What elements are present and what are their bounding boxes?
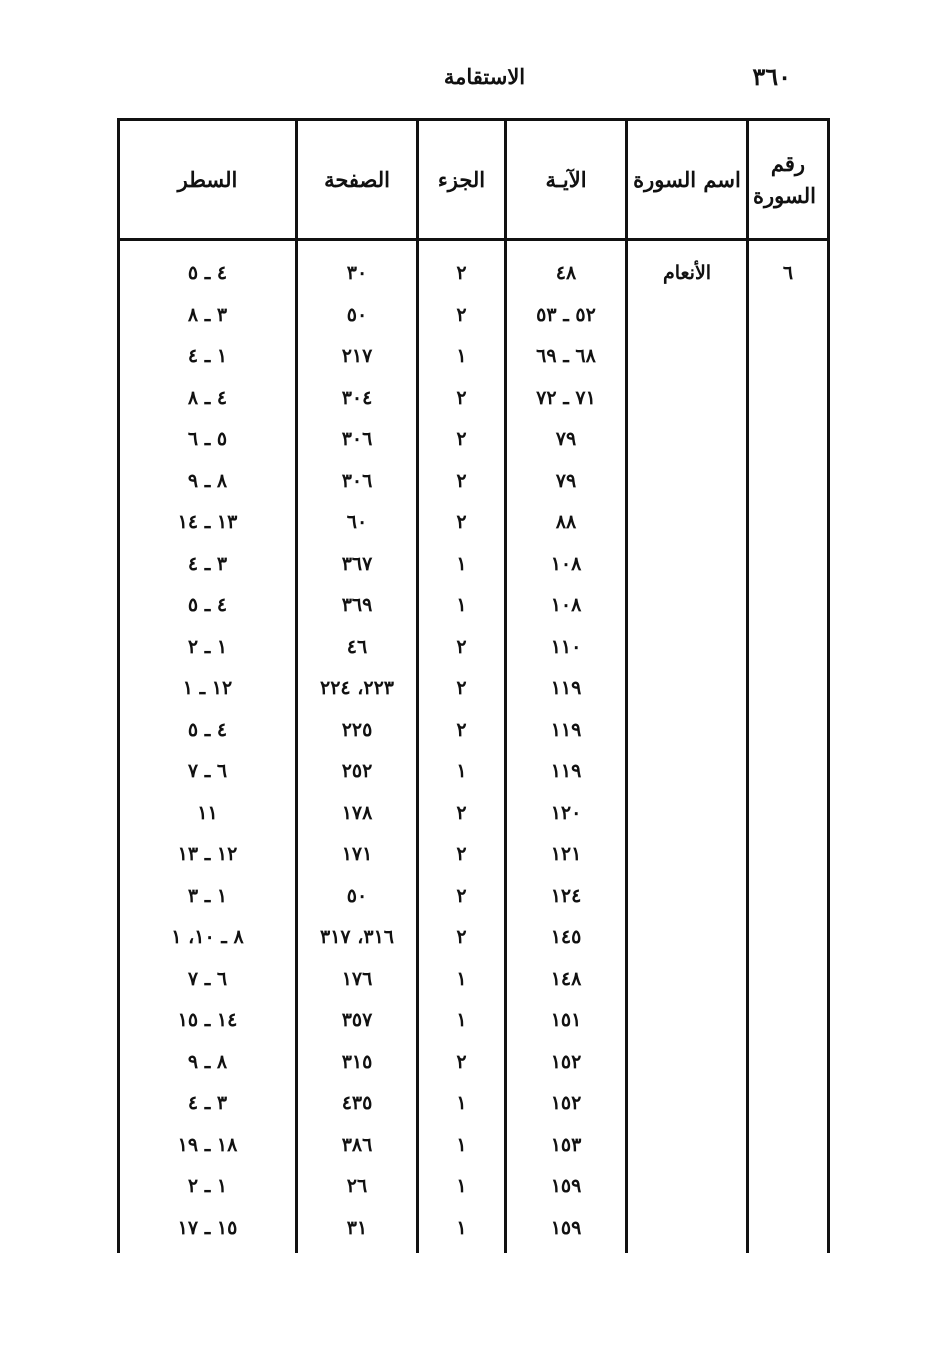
cell-ayah: ١١٩: [550, 677, 582, 699]
table-row: [117, 544, 830, 586]
cell-ayah: ١٥٩: [550, 1175, 582, 1197]
cell-page: ٢٥٢: [341, 760, 373, 782]
cell-surah-number: [749, 295, 827, 337]
cell-surah-name: [628, 585, 746, 627]
cell-page: ٣٦٧: [341, 552, 373, 575]
cell-surah-number: [749, 1042, 827, 1084]
cell-juz: ٢: [456, 1050, 467, 1073]
table-row: [117, 419, 830, 461]
cell-surah-number: [749, 751, 827, 793]
cell-ayah: ١٢٤: [550, 884, 582, 907]
cell-page: ٢١٧: [341, 345, 373, 367]
cell-juz: ٢: [456, 428, 467, 450]
cell-juz: ٢: [456, 677, 467, 699]
cell-ayah: ١٤٥: [550, 926, 582, 948]
cell-surah-name: [628, 710, 746, 752]
cell-ayah: ١٥٢: [550, 1092, 582, 1114]
cell-ayah: ١٠٨: [550, 552, 582, 575]
cell-surah-number: [749, 1000, 827, 1042]
cell-ayah: ١٥٩: [550, 1216, 582, 1239]
cell-surah-number: [749, 1125, 827, 1167]
cell-page: ٣١: [346, 1216, 368, 1239]
cell-juz: ٢: [456, 718, 467, 741]
cell-ayah: ٧٩: [555, 469, 577, 492]
cell-surah-name: [628, 378, 746, 420]
cell-page: ١٧١: [341, 843, 373, 865]
cell-juz: ٢: [456, 511, 467, 533]
header-surah-number: رقم السورة: [753, 151, 816, 208]
table-row: [117, 959, 830, 1001]
cell-page: ٣٦٩: [341, 594, 373, 616]
cell-page: ٥٠: [346, 303, 368, 326]
table-row: [117, 378, 830, 420]
cell-juz: ١: [456, 1009, 467, 1031]
cell-juz: ١: [456, 1216, 467, 1239]
cell-surah-number: [749, 378, 827, 420]
cell-surah-number: [749, 959, 827, 1001]
cell-line: ١٣ ـ ١٤: [177, 511, 238, 533]
cell-surah-number: [749, 876, 827, 918]
cell-ayah: ٤٨: [555, 262, 577, 284]
header-line: السطر: [177, 166, 238, 192]
cell-page: ٣٥٧: [341, 1009, 373, 1031]
cell-surah-name: [628, 751, 746, 793]
cell-surah-name: [628, 419, 746, 461]
cell-surah-number: [749, 627, 827, 669]
cell-ayah: ٦٨ ـ ٦٩: [536, 345, 596, 367]
cell-surah-name: [628, 876, 746, 918]
cell-surah-number: ٦: [782, 262, 794, 284]
cell-page: ٣٨٦: [341, 1133, 373, 1156]
cell-ayah: ١٥٢: [550, 1050, 582, 1073]
cell-juz: ١: [456, 1133, 467, 1156]
cell-page: ٢٢٥: [341, 718, 373, 741]
cell-surah-name: [628, 461, 746, 503]
cell-ayah: ١٢٠: [550, 801, 582, 824]
table-row: [117, 834, 830, 876]
cell-surah-name: [628, 1125, 746, 1167]
cell-surah-name: [628, 1083, 746, 1125]
cell-ayah: ١١٩: [550, 760, 582, 782]
cell-juz: ١: [456, 1092, 467, 1114]
cell-line: ٨ ـ ١٠، ١: [171, 926, 244, 948]
cell-surah-name: [628, 336, 746, 378]
cell-juz: ٢: [456, 635, 467, 658]
cell-ayah: ١٤٨: [550, 967, 582, 990]
cell-line: ١١: [197, 801, 218, 824]
cell-surah-name: [628, 627, 746, 669]
cell-line: ١ ـ ٣: [187, 884, 228, 907]
cell-page: ٣٠٤: [341, 386, 373, 409]
cell-line: ٨ ـ ٩: [187, 1050, 228, 1073]
table-body: [117, 253, 830, 1249]
cell-ayah: ١٠٨: [550, 594, 582, 616]
cell-line: ٣ ـ ٨: [187, 303, 228, 326]
cell-ayah: ٥٢ ـ ٥٣: [536, 303, 596, 326]
cell-surah-number: [749, 544, 827, 586]
table-row: [117, 876, 830, 918]
table-row: [117, 461, 830, 503]
cell-surah-name: [628, 793, 746, 835]
page-number: ٣٦٠: [752, 62, 791, 91]
cell-ayah: ٧٩: [555, 428, 577, 450]
cell-surah-name: [628, 502, 746, 544]
table-row: [117, 668, 830, 710]
cell-line: ٤ ـ ٥: [187, 594, 228, 616]
cell-page: ٢٢٣، ٢٢٤: [320, 677, 394, 699]
cell-ayah: ١٢١: [550, 843, 582, 865]
table-row: [117, 336, 830, 378]
table-row: [117, 1166, 830, 1208]
cell-surah-name: [628, 668, 746, 710]
cell-page: ٣٠٦: [341, 428, 373, 450]
cell-surah-number: [749, 710, 827, 752]
cell-page: ١٧٦: [341, 967, 373, 990]
cell-line: ٤ ـ ٥: [187, 718, 228, 741]
cell-line: ٤ ـ ٨: [187, 386, 228, 409]
cell-surah-name: [628, 959, 746, 1001]
cell-surah-name: الأنعام: [662, 262, 712, 284]
cell-line: ٦ ـ ٧: [187, 967, 228, 990]
page-header: [0, 62, 939, 96]
cell-juz: ٢: [456, 262, 467, 284]
cell-line: ٣ ـ ٤: [187, 552, 228, 575]
cell-surah-name: [628, 295, 746, 337]
header-juz: الجزء: [437, 166, 486, 192]
cell-surah-number: [749, 1166, 827, 1208]
cell-juz: ٢: [456, 926, 467, 948]
cell-surah-number: [749, 419, 827, 461]
cell-page: ١٧٨: [341, 801, 373, 824]
table-row: [117, 793, 830, 835]
table-row: [117, 295, 830, 337]
cell-juz: ٢: [456, 884, 467, 907]
header-surah-name: اسم السورة: [633, 166, 741, 192]
cell-surah-name: [628, 1166, 746, 1208]
cell-surah-number: [749, 793, 827, 835]
cell-ayah: ٨٨: [555, 511, 577, 533]
cell-surah-name: [628, 1042, 746, 1084]
cell-juz: ٢: [456, 843, 467, 865]
table-row: [117, 1042, 830, 1084]
cell-juz: ٢: [456, 386, 467, 409]
cell-page: ٥٠: [346, 884, 368, 907]
cell-line: ١٨ ـ ١٩: [177, 1133, 238, 1156]
cell-juz: ١: [456, 967, 467, 990]
cell-line: ١ ـ ٤: [187, 345, 228, 367]
cell-juz: ١: [456, 345, 467, 367]
cell-page: ٣١٦، ٣١٧: [320, 926, 394, 948]
cell-line: ١٢ ـ ١: [182, 677, 233, 699]
cell-surah-name: [628, 834, 746, 876]
cell-surah-name: [628, 917, 746, 959]
cell-page: ٦٠: [346, 511, 368, 533]
cell-page: ٢٦: [346, 1175, 368, 1197]
cell-surah-number: [749, 1208, 827, 1250]
cell-surah-name: [628, 544, 746, 586]
cell-surah-number: [749, 1083, 827, 1125]
cell-surah-number: [749, 585, 827, 627]
cell-surah-name: [628, 1000, 746, 1042]
cell-page: ٣٠: [346, 262, 368, 284]
table-row: [117, 1125, 830, 1167]
cell-ayah: ١٥١: [550, 1009, 582, 1031]
index-table: [117, 118, 830, 1253]
cell-surah-number: [749, 461, 827, 503]
cell-surah-name: [628, 1208, 746, 1250]
table-row: [117, 253, 830, 295]
cell-ayah: ١١٠: [550, 635, 582, 658]
cell-line: ٦ ـ ٧: [187, 760, 228, 782]
cell-line: ١٢ ـ ١٣: [177, 843, 238, 865]
cell-page: ٤٣٥: [341, 1092, 373, 1114]
table-row: [117, 627, 830, 669]
cell-page: ٣٠٦: [341, 469, 373, 492]
table-header-border: [117, 238, 830, 241]
cell-juz: ٢: [456, 303, 467, 326]
cell-surah-number: [749, 834, 827, 876]
cell-ayah: ١٥٣: [550, 1133, 582, 1156]
cell-surah-number: [749, 917, 827, 959]
cell-surah-number: [749, 668, 827, 710]
table-row: [117, 710, 830, 752]
cell-page: ٣١٥: [341, 1050, 373, 1073]
table-row: [117, 502, 830, 544]
cell-line: ٨ ـ ٩: [187, 469, 228, 492]
table-row: [117, 1208, 830, 1250]
cell-juz: ١: [456, 760, 467, 782]
cell-juz: ٢: [456, 469, 467, 492]
header-page: الصفحة: [324, 166, 390, 192]
cell-surah-number: [749, 502, 827, 544]
cell-line: ٤ ـ ٥: [187, 262, 228, 284]
cell-line: ١ ـ ٢: [187, 635, 228, 658]
table-row: [117, 585, 830, 627]
cell-ayah: ١١٩: [550, 718, 582, 741]
cell-line: ١٤ ـ ١٥: [177, 1009, 238, 1031]
table-row: [117, 1000, 830, 1042]
cell-surah-number: [749, 336, 827, 378]
cell-line: ١٥ ـ ١٧: [177, 1216, 238, 1239]
table-row: [117, 751, 830, 793]
cell-juz: ١: [456, 594, 467, 616]
table-row: [117, 917, 830, 959]
cell-juz: ٢: [456, 801, 467, 824]
cell-line: ١ ـ ٢: [187, 1175, 228, 1197]
cell-ayah: ٧١ ـ ٧٢: [536, 386, 596, 409]
cell-line: ٣ ـ ٤: [187, 1092, 228, 1114]
cell-juz: ١: [456, 1175, 467, 1197]
table-row: [117, 1083, 830, 1125]
header-ayah: الآيـة: [545, 166, 587, 192]
cell-line: ٥ ـ ٦: [187, 428, 228, 450]
cell-juz: ١: [456, 552, 467, 575]
cell-page: ٤٦: [346, 635, 368, 658]
running-title: الاستقامة: [443, 64, 526, 89]
